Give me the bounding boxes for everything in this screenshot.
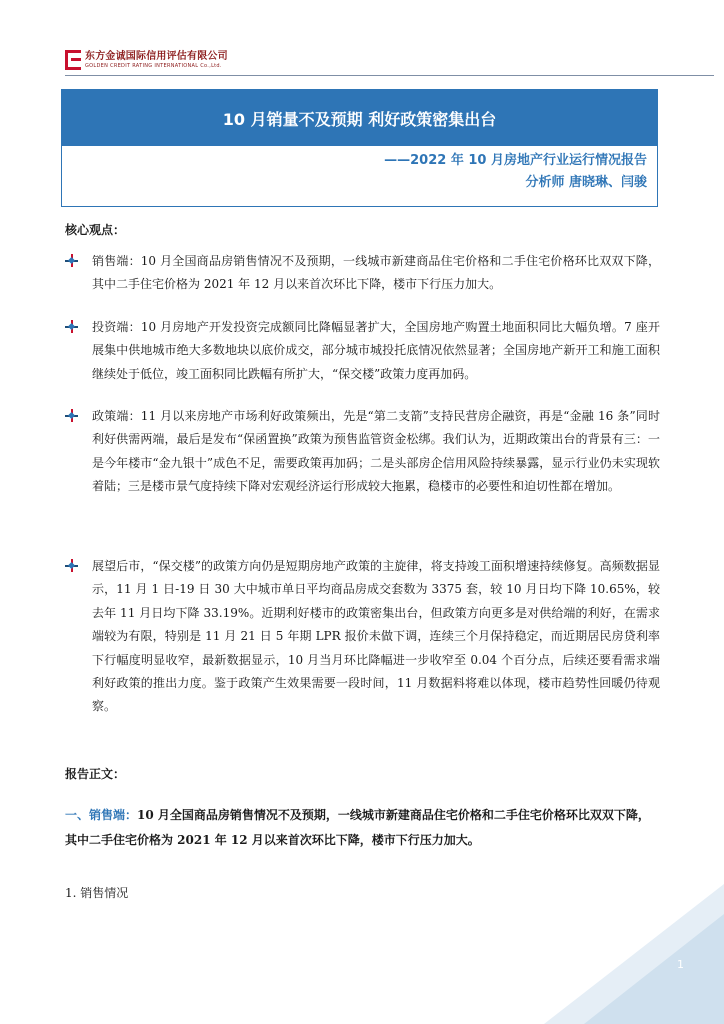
bullet-outlook — [65, 555, 660, 719]
analysts: 分析师 唐晓琳、闫骏 — [525, 175, 647, 190]
company-logo — [65, 48, 228, 72]
corner-decoration-inner — [584, 914, 724, 1024]
report-title: 10 月销量不及预期 利好政策密集出台 — [222, 109, 497, 129]
header-divider — [65, 75, 714, 76]
title-subtitle-block — [384, 150, 647, 194]
bullet-icon — [65, 254, 78, 267]
bullet-icon — [65, 559, 78, 572]
section-heading-lead: 一、销售端： — [65, 808, 138, 822]
bullet-investment — [65, 316, 660, 386]
report-body-label: 报告正文： — [65, 767, 126, 781]
report-subtitle: ——2022 年 10 月房地产行业运行情况报告 — [384, 153, 647, 168]
logo-mark-icon — [65, 50, 81, 70]
bullet-icon — [65, 409, 78, 422]
title-band — [62, 90, 657, 146]
section-heading-sales — [65, 803, 660, 853]
bullet-text: 展望后市，“保交楼”的政策方向仍是短期房地产政策的主旋律，将支持竣工面积增速持续修复。高频数据显示，11 月 1 日-19 日 30 大中城市单日平均商品房成交套数为 3375 套，较 10 月日均下降 10.65%，较去年 11 月日均下降 33.19%。近期利好楼市的政策密集出台，但政策方向更多是对供给端的利好，在需求端较为有限，特别是 11 月 21 日 5 年期 LPR 报价未做下调，连续三个月保持稳定，而近期居民房贷利率下行幅度明显收窄，最新数据显示，10 月当月环比降幅进一步收窄至 0.04 个百分点，后续还要看需求端利好政策的推出力度。鉴于政策产生效果需要一段时间，11 月数据料将难以体现，楼市趋势性回暖仍待观察。 — [92, 559, 660, 714]
core-views-label: 核心观点： — [65, 223, 126, 237]
bullet-text: 政策端：11 月以来房地产市场利好政策频出，先是“第二支箭”支持民营房企融资，再是“金融 16 条”同时利好供需两端，最后是发布“保函置换”政策为预售监管资金松绑。我们认为，近期政策出台的背景有三：一是今年楼市“金九银十”成色不足，需要政策再加码；二是头部房企信用风险持续暴露，显示行业仍未实现软着陆；三是楼市景气度持续下降对宏观经济运行形成较大拖累，稳楼市的必要性和迫切性都在增加。 — [92, 409, 660, 494]
title-box — [61, 89, 658, 207]
page-number: 1 — [677, 958, 684, 971]
bullet-text: 投资端：10 月房地产开发投资完成额同比降幅显著扩大，全国房地产购置土地面积同比大幅负增。7 座开展集中供地城市绝大多数地块以底价成交，部分城市城投托底情况依然显著；全国房地产新开工和施工面积继续处于低位，竣工面积同比跌幅有所扩大，“保交楼”政策力度再加码。 — [92, 320, 660, 381]
subsection-heading: 1. 销售情况 — [65, 886, 129, 900]
bullet-icon — [65, 320, 78, 333]
bullet-policy — [65, 405, 660, 499]
bullet-sales — [65, 250, 660, 297]
logo-name-cn: 东方金诚国际信用评估有限公司 — [85, 50, 228, 62]
bullet-text: 销售端：10 月全国商品房销售情况不及预期，一线城市新建商品住宅价格和二手住宅价格环比双双下降，其中二手住宅价格为 2021 年 12 月以来首次环比下降，楼市下行压力加大。 — [92, 254, 660, 292]
logo-name-en: GOLDEN CREDIT RATING INTERNATIONAL Co.,Ltd. — [85, 62, 222, 69]
section-heading-text: 10 月全国商品房销售情况不及预期，一线城市新建商品住宅价格和二手住宅价格环比双双下降，其中二手住宅价格为 2021 年 12 月以来首次环比下降，楼市下行压力加大。 — [65, 808, 650, 847]
